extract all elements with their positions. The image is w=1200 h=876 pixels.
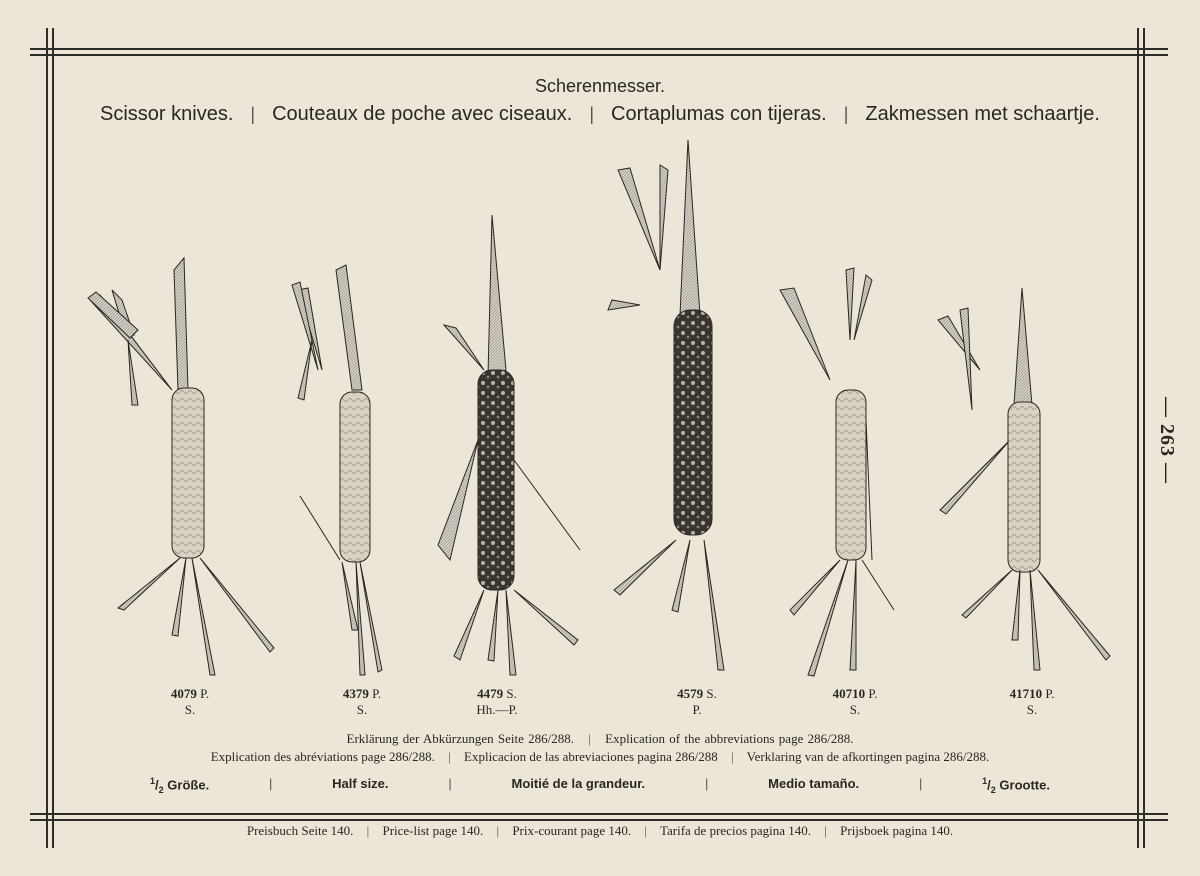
item-suffix: P. (1045, 686, 1055, 701)
caption-knife-4079 (130, 686, 250, 718)
page-number: — 263 — (1155, 396, 1178, 484)
separator: | (496, 823, 500, 838)
abbr-dutch: Verklaring van de afkortingen pagina 286/288. (746, 749, 990, 764)
item-number: 4479 (477, 686, 504, 701)
abbr-french: Explication des abréviations page 286/288. (210, 749, 435, 764)
separator: | (731, 749, 734, 764)
item-material: S. (849, 702, 861, 717)
price-references (0, 823, 1200, 839)
knife-4579-illustration (608, 140, 724, 670)
price-german: Preisbuch Seite 140. (246, 823, 354, 838)
title-english: Scissor knives. (100, 103, 234, 125)
item-material: Hh.—P. (476, 702, 518, 717)
separator: | (843, 104, 849, 124)
size-spanish: Medio tamaño. (768, 776, 860, 791)
item-material: P. (692, 702, 702, 717)
frame-right-outer (1143, 28, 1145, 848)
knife-41710-illustration (938, 288, 1110, 670)
size-note-row (150, 776, 1050, 795)
abbreviations-line-1 (0, 731, 1200, 747)
size-dutch: $^1/_2$ Grootte. (982, 776, 1050, 795)
price-dutch: Prijsboek pagina 140. (840, 823, 954, 838)
item-number: 4079 (170, 686, 197, 701)
caption-knife-40710 (795, 686, 915, 718)
separator: | (918, 776, 923, 791)
title-spanish: Cortaplumas con tijeras. (611, 103, 827, 125)
item-material: S. (1026, 702, 1038, 717)
separator: | (589, 104, 594, 124)
knife-illustrations (60, 140, 1140, 680)
knives-svg (60, 140, 1140, 680)
abbr-english: Explication of the abbreviations page 286/288. (605, 731, 854, 746)
caption-knife-4479 (437, 686, 557, 718)
frame-bottom-outer (30, 813, 1168, 815)
frame-left-inner (52, 28, 54, 848)
caption-knife-41710 (972, 686, 1092, 718)
item-number: 4579 (677, 686, 704, 701)
item-number: 40710 (832, 686, 866, 701)
knife-40710-illustration (780, 268, 894, 676)
knife-4079-illustration (88, 258, 274, 675)
separator: | (250, 104, 256, 124)
item-number: 41710 (1009, 686, 1043, 701)
abbreviations-line-2 (0, 749, 1200, 765)
item-suffix: P. (200, 686, 210, 701)
abbr-spanish: Explicacion de las abreviaciones pagina 286/288 (464, 749, 718, 764)
item-number: 4379 (342, 686, 369, 701)
separator: | (268, 776, 273, 791)
page-title-row (100, 103, 1100, 126)
separator: | (366, 823, 370, 838)
item-material: S. (356, 702, 368, 717)
frame-bottom-inner (30, 819, 1168, 821)
separator: | (448, 749, 451, 764)
separator: | (588, 731, 591, 746)
price-english: Price-list page 140. (382, 823, 484, 838)
item-suffix: P. (372, 686, 382, 701)
size-french: Moitié de la grandeur. (511, 776, 646, 791)
title-french: Couteaux de poche avec ciseaux. (272, 103, 573, 125)
frame-top-outer (30, 48, 1168, 50)
frame-left-outer (46, 28, 48, 848)
title-dutch: Zakmessen met schaartje. (865, 103, 1100, 125)
frame-top-inner (30, 54, 1168, 56)
page-title-german: Scherenmesser. (534, 76, 666, 96)
price-french: Prix-courant page 140. (512, 823, 632, 838)
item-suffix: S. (706, 686, 717, 701)
item-material: S. (184, 702, 196, 717)
item-suffix: S. (506, 686, 517, 701)
knife-4379-illustration (292, 265, 382, 675)
item-suffix: P. (868, 686, 878, 701)
separator: | (644, 823, 647, 838)
size-german: $^1/_2$ Größe. (150, 776, 210, 795)
caption-knife-4379 (302, 686, 422, 718)
separator: | (824, 823, 827, 838)
abbr-german: Erklärung der Abkürzungen Seite 286/288. (346, 731, 575, 746)
size-english: Half size. (332, 776, 389, 791)
caption-knife-4579 (637, 686, 757, 718)
price-spanish: Tarifa de precios pagina 140. (659, 823, 812, 838)
separator: | (448, 776, 452, 791)
separator: | (704, 776, 709, 791)
knife-4479-illustration (438, 215, 580, 675)
